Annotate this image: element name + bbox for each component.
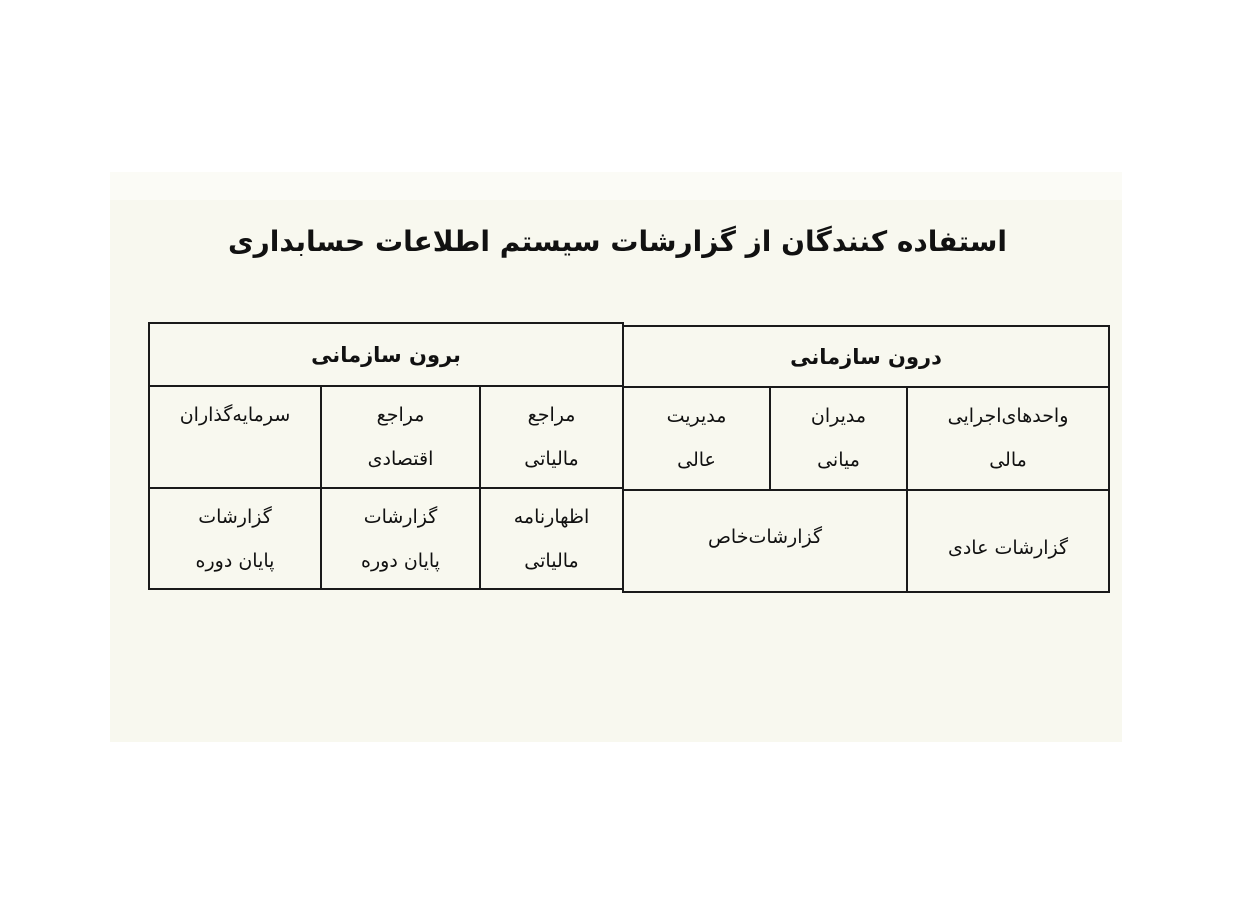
cell-line: واحدهای‌اجرایی <box>947 405 1069 427</box>
cell-line: مدیران <box>810 405 867 427</box>
internal-user-financial-units <box>908 388 1108 489</box>
cell-line: سرمایه‌گذاران <box>179 404 291 426</box>
internal-header <box>624 327 1108 386</box>
internal-users-table <box>622 325 1110 593</box>
external-report-tax-return <box>481 489 622 588</box>
cell-line: مالی <box>989 449 1027 471</box>
cell-line: گزارشات عادی <box>947 537 1069 559</box>
cell-line: اظهارنامه <box>513 506 590 528</box>
external-user-investors <box>150 387 320 487</box>
cell-line: عالی <box>677 449 716 471</box>
scan-top-band <box>110 172 1122 200</box>
cell-line: گزارشات <box>363 506 438 528</box>
cell-line: مدیریت <box>666 405 727 427</box>
cell-line: پایان دوره <box>361 550 440 572</box>
internal-report-regular <box>908 491 1108 591</box>
external-user-tax-authorities <box>481 387 622 487</box>
cell-line: مراجع <box>376 404 425 426</box>
page-title: استفاده کنندگان از گزارشات سیستم اطلاعات حسابداری <box>227 225 1008 258</box>
external-header <box>150 324 622 385</box>
external-users-table <box>148 322 624 590</box>
internal-header-label: درون سازمانی <box>790 344 942 369</box>
cell-line: میانی <box>817 449 860 471</box>
external-report-period-end-2 <box>150 489 320 588</box>
internal-user-middle-managers <box>771 388 906 489</box>
external-header-label: برون سازمانی <box>311 342 461 367</box>
external-user-economic-authorities <box>322 387 479 487</box>
cell-line: گزارشات <box>198 506 272 528</box>
cell-line: اقتصادی <box>367 448 434 470</box>
cell-line: گزارشات‌خاص <box>707 526 823 548</box>
cell-line: مالیاتی <box>524 448 579 470</box>
cell-line: مالیاتی <box>524 550 579 572</box>
cell-line: پایان دوره <box>195 550 275 572</box>
cell-line: مراجع <box>527 404 576 426</box>
internal-report-special <box>624 491 906 591</box>
external-report-period-end-1 <box>322 489 479 588</box>
internal-user-top-management <box>624 388 769 489</box>
